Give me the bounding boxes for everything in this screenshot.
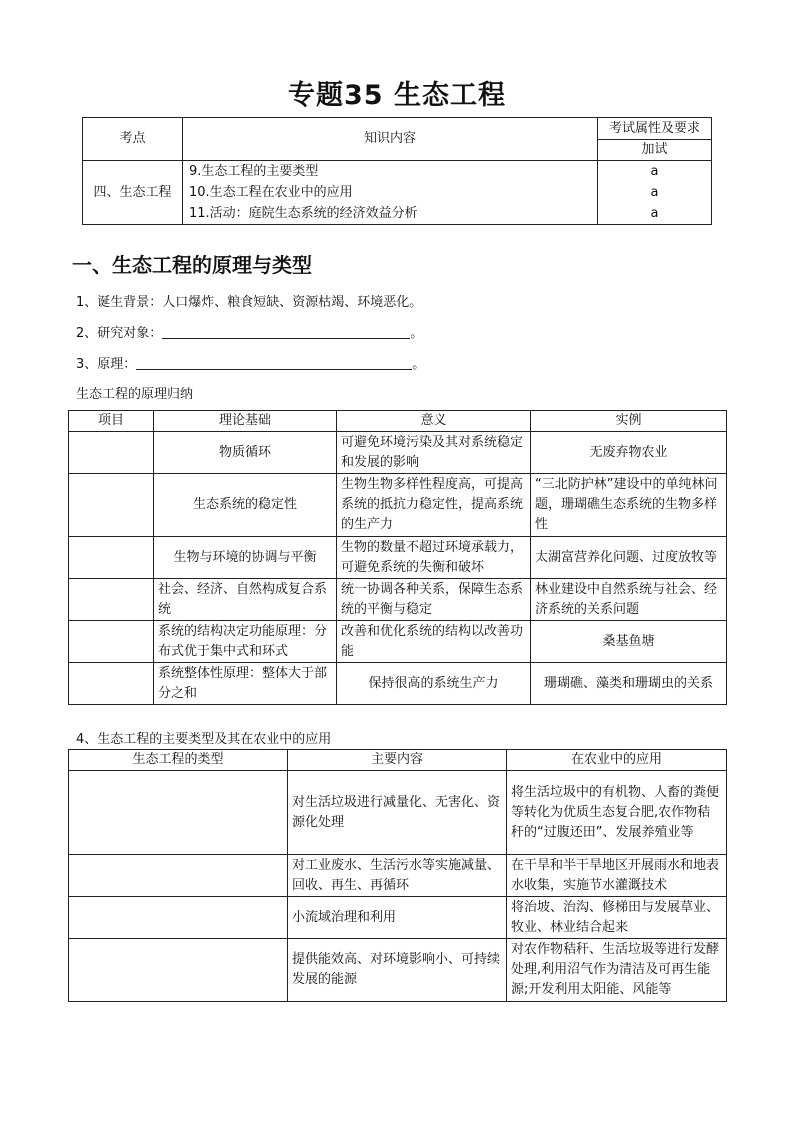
types-caption: 4、生态工程的主要类型及其在农业中的应用 (76, 732, 332, 747)
page-title: 专题35 生态工程 (288, 80, 506, 111)
principle-example: 珊瑚礁、藻类和珊瑚虫的关系 (531, 663, 727, 705)
paragraph-principle (76, 355, 425, 375)
principle-example: 桑基鱼塘 (531, 621, 727, 663)
type-application: 将治坡、治沟、修梯田与发展草业、牧业、林业结合起来 (507, 897, 727, 939)
principle-basis: 社会、经济、自然构成复合系统 (154, 579, 337, 621)
table-cell-empty (69, 474, 154, 537)
principles-caption: 生态工程的原理归纳 (76, 387, 194, 402)
col-header: 理论基础 (154, 411, 337, 432)
table-cell-empty (69, 897, 288, 939)
header-level: 加试 (598, 140, 712, 161)
syllabus-level: a (650, 164, 659, 179)
fill-blank[interactable] (162, 324, 410, 339)
col-header: 主要内容 (288, 750, 507, 771)
type-content: 对生活垃圾进行减量化、无害化、资源化处理 (288, 771, 507, 855)
syllabus-topic: 四、生态工程 (83, 161, 183, 225)
syllabus-item: 9.生态工程的主要类型 (189, 164, 319, 179)
type-content: 对工业废水、生活污水等实施减量、回收、再生、再循环 (288, 855, 507, 897)
syllabus-table (82, 117, 712, 225)
header-attr: 考试属性及要求 (598, 118, 712, 140)
principle-meaning: 改善和优化系统的结构以改善功能 (337, 621, 531, 663)
col-header: 生态工程的类型 (69, 750, 288, 771)
types-table (68, 749, 727, 1002)
paragraph-background: 1、诞生背景：人口爆炸、粮食短缺、资源枯竭、环境恶化。 (76, 295, 423, 310)
principle-label: 3、原理： (76, 357, 137, 372)
syllabus-item: 10.生态工程在农业中的应用 (189, 185, 353, 200)
paragraph-research-object (76, 324, 423, 344)
table-cell-empty (69, 621, 154, 663)
type-application: 将生活垃圾中的有机物、人畜的粪便等转化为优质生态复合肥,农作物秸秆的“过腹还田”、发展养殖业等 (507, 771, 727, 855)
section-heading: 一、生态工程的原理与类型 (72, 253, 312, 277)
principle-meaning: 生物生物多样性程度高，可提高系统的抵抗力稳定性，提高系统的生产力 (337, 474, 531, 537)
col-header: 实例 (531, 411, 727, 432)
principle-example: 无废弃物农业 (531, 432, 727, 474)
type-application: 对农作物秸秆、生活垃圾等进行发酵处理,利用沼气作为清洁及可再生能源;开发利用太阳能、风能等 (507, 939, 727, 1002)
research-object-end: 。 (410, 326, 424, 341)
principle-meaning: 统一协调各种关系，保障生态系统的平衡与稳定 (337, 579, 531, 621)
table-cell-empty (69, 579, 154, 621)
header-content: 知识内容 (183, 118, 598, 161)
table-cell-empty (69, 663, 154, 705)
type-content: 小流域治理和利用 (288, 897, 507, 939)
principle-meaning: 可避免环境污染及其对系统稳定和发展的影响 (337, 432, 531, 474)
table-cell-empty (69, 855, 288, 897)
principle-basis: 生态系统的稳定性 (154, 474, 337, 537)
principles-table (68, 410, 727, 705)
table-cell-empty (69, 771, 288, 855)
col-header: 项目 (69, 411, 154, 432)
principle-basis: 生物与环境的协调与平衡 (154, 537, 337, 579)
table-cell-empty (69, 537, 154, 579)
table-cell-empty (69, 939, 288, 1002)
principle-meaning: 生物的数量不超过环境承载力，可避免系统的失衡和破坏 (337, 537, 531, 579)
syllabus-level: a (650, 185, 659, 200)
principle-basis: 系统整体性原理：整体大于部分之和 (154, 663, 337, 705)
header-topic: 考点 (83, 118, 183, 161)
type-content: 提供能效高、对环境影响小、可持续发展的能源 (288, 939, 507, 1002)
principle-basis: 物质循环 (154, 432, 337, 474)
principle-example: 太湖富营养化问题、过度放牧等 (531, 537, 727, 579)
col-header: 意义 (337, 411, 531, 432)
principle-end: 。 (412, 357, 426, 372)
principle-example: “三北防护林”建设中的单纯林问题，珊瑚礁生态系统的生物多样性 (531, 474, 727, 537)
col-header: 在农业中的应用 (507, 750, 727, 771)
type-application: 在干旱和半干旱地区开展雨水和地表水收集，实施节水灌溉技术 (507, 855, 727, 897)
table-cell-empty (69, 432, 154, 474)
research-object-label: 2、研究对象： (76, 326, 163, 341)
principle-example: 林业建设中自然系统与社会、经济系统的关系问题 (531, 579, 727, 621)
syllabus-level: a (650, 206, 659, 221)
fill-blank[interactable] (136, 355, 412, 370)
principle-basis: 系统的结构决定功能原理：分布式优于集中式和环式 (154, 621, 337, 663)
syllabus-item: 11.活动：庭院生态系统的经济效益分析 (189, 206, 418, 221)
principle-meaning: 保持很高的系统生产力 (337, 663, 531, 705)
